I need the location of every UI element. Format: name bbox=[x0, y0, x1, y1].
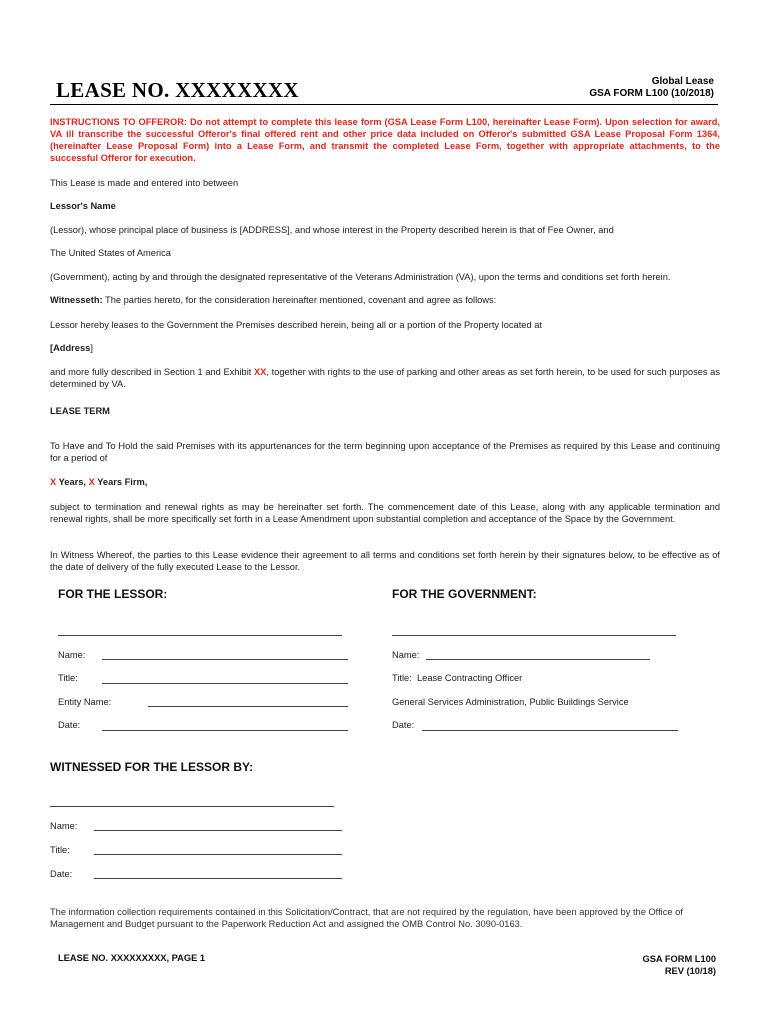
lessor-date-field[interactable] bbox=[102, 730, 348, 731]
witness-whereof-text: In Witness Whereof, the parties to this Lease evidence their agreement to all terms and conditions set forth herein by their signatures below, to be effective as of the date of delivery of the fully executed Lease to the Lessor. bbox=[50, 550, 720, 572]
gov-title-text: Title: bbox=[392, 673, 412, 683]
years-x1: X bbox=[50, 477, 57, 487]
described-pre: and more fully described in Section 1 and Exhibit bbox=[50, 367, 254, 377]
lessor-signature-heading: FOR THE LESSOR: bbox=[58, 587, 168, 601]
lessor-name-heading: Lessor's Name bbox=[50, 201, 116, 211]
witness-signature-line[interactable] bbox=[50, 806, 334, 807]
gov-agency-text: General Services Administration, Public Buildings Service bbox=[392, 697, 629, 707]
entity-name-label: Entity Name: bbox=[58, 697, 112, 707]
form-number-label: GSA FORM L100 (10/2018) bbox=[589, 88, 714, 99]
intro-text: This Lease is made and entered into between bbox=[50, 178, 239, 188]
lessor-signature-line[interactable] bbox=[58, 635, 342, 636]
lessor-name-field[interactable] bbox=[102, 659, 348, 660]
gov-date-field[interactable] bbox=[422, 730, 678, 731]
address-bracket: ] bbox=[90, 343, 93, 353]
described-post: , together with rights to the use of parking and other areas as set forth herein, to be used for such purposes as determined by VA. bbox=[50, 367, 720, 389]
offeror-instructions: INSTRUCTIONS TO OFFEROR: Do not attempt to complete this lease form (GSA Lease Form L100, hereinafter Lease Form). Upon selection for award, VA ill transcribe the successful Offeror's final offered rent and other price data included on Offeror's submitted GSA Lease Proposal Form 1364, (hereinafter Lease Proposal Form) into a Lease Form, and transmit the completed Lease Form, together with appropriate attachments, to the successful Offeror for execution. bbox=[50, 117, 720, 163]
witness-name-field[interactable] bbox=[94, 830, 342, 831]
to-have-text: To Have and To Hold the said Premises with its appurtenances for the term beginning upon acceptance of the Premises as required by this Lease and continuing for a period of bbox=[50, 441, 720, 463]
lessor-name-label: Name: bbox=[58, 650, 86, 660]
leases-text: Lessor hereby leases to the Government the Premises described herein, being all or a portion of the Property located at bbox=[50, 320, 542, 330]
years-term bbox=[50, 476, 720, 488]
footer-form-rev: REV (10/18) bbox=[664, 966, 716, 976]
witness-title-field[interactable] bbox=[94, 854, 342, 855]
gov-name-label: Name: bbox=[392, 650, 420, 660]
witness-heading: WITNESSED FOR THE LESSOR BY: bbox=[50, 760, 254, 774]
gov-date-label: Date: bbox=[392, 720, 415, 730]
address-placeholder bbox=[50, 342, 720, 354]
lessor-title-field[interactable] bbox=[102, 683, 348, 684]
document-header bbox=[50, 76, 718, 105]
witness-date-field[interactable] bbox=[94, 878, 342, 879]
years-text2: Years Firm, bbox=[94, 477, 148, 487]
witness-name-label: Name: bbox=[50, 821, 78, 831]
entity-name-field[interactable] bbox=[148, 706, 348, 707]
government-signature-heading: FOR THE GOVERNMENT: bbox=[392, 587, 537, 601]
lessor-description: (Lessor), whose principal place of business is [ADDRESS], and whose interest in the Property described herein is that of Fee Owner, and bbox=[50, 225, 614, 235]
lessor-date-label: Date: bbox=[58, 720, 81, 730]
premises-described bbox=[50, 366, 720, 390]
witness-date-label: Date: bbox=[50, 869, 73, 879]
lessor-title-label: Title: bbox=[58, 673, 78, 683]
witnesseth-label: Witnesseth: bbox=[50, 295, 103, 305]
witness-title-label: Title: bbox=[50, 845, 70, 855]
subject-text: subject to termination and renewal rights as may be hereinafter set forth. The commencement date of this Lease, along with any applicable termination and renewal rights, shall be more specifically set forth in a Lease Amendment upon substantial completion and acceptance of the Space by the Government. bbox=[50, 502, 720, 524]
footer-page-label: LEASE NO. XXXXXXXXX, PAGE 1 bbox=[58, 953, 206, 963]
government-text: (Government), acting by and through the designated representative of the Veterans Administration (VA), upon the terms and conditions set forth herein. bbox=[50, 272, 671, 282]
form-identifier bbox=[589, 76, 714, 100]
footer-form-label bbox=[642, 953, 716, 977]
gov-title-label bbox=[392, 673, 522, 683]
footer-form-number: GSA FORM L100 bbox=[642, 954, 716, 964]
exhibit-xx: XX bbox=[253, 367, 267, 377]
usa-text: The United States of America bbox=[50, 248, 171, 258]
global-lease-label: Global Lease bbox=[651, 76, 714, 87]
lease-term-heading: LEASE TERM bbox=[50, 406, 110, 416]
government-signature-line[interactable] bbox=[392, 635, 676, 636]
address-label: [Address bbox=[50, 343, 91, 353]
omb-notice: The information collection requirements contained in this Solicitation/Contract, that are not required by the regulation, have been approved by the Office of Management and Budget pursuant to the Paperwork Reduction Act and assigned the OMB Control No. 3090-0163. bbox=[50, 907, 683, 929]
witnesseth-text: The parties hereto, for the consideration hereinafter mentioned, covenant and agree as follows: bbox=[102, 295, 497, 305]
years-text1: Years, bbox=[56, 477, 89, 487]
years-x2: X bbox=[88, 477, 95, 487]
witnesseth-paragraph bbox=[50, 294, 720, 306]
gov-title-value: Lease Contracting Officer bbox=[416, 673, 523, 683]
lease-number-title: LEASE NO. XXXXXXXX bbox=[56, 78, 299, 102]
gov-name-field[interactable] bbox=[426, 659, 650, 660]
